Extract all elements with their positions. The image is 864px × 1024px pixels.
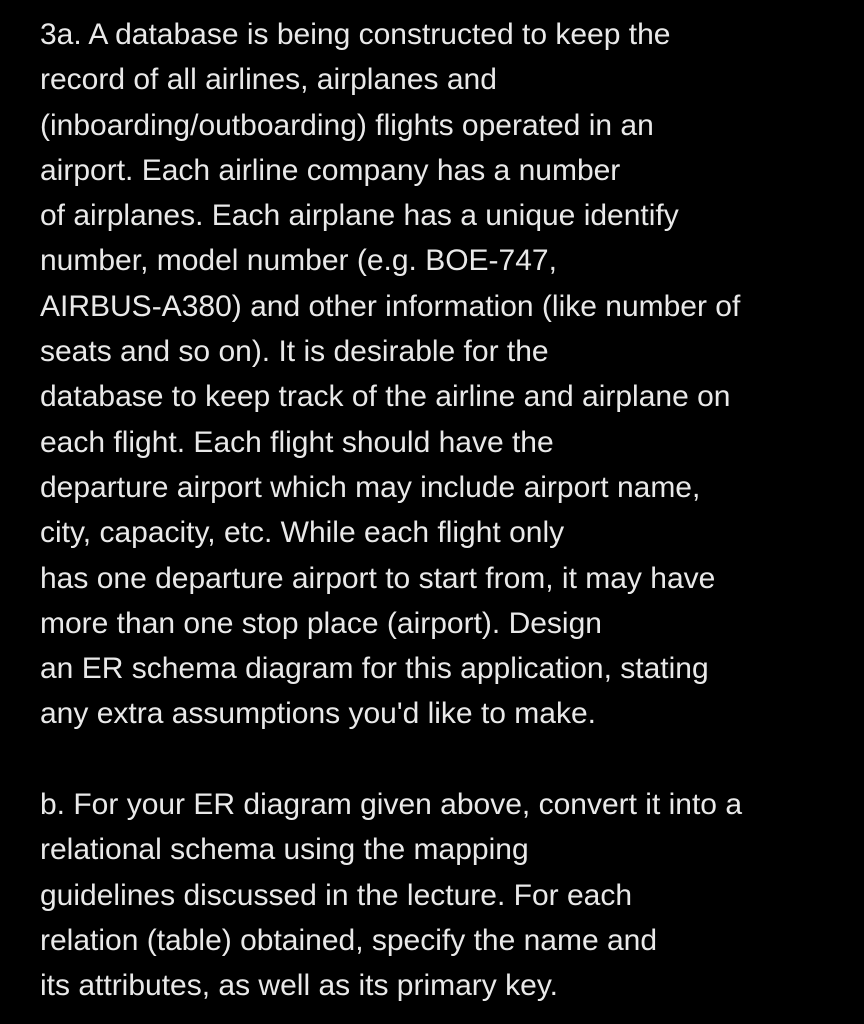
question-3a-line: record of all airlines, airplanes and: [40, 63, 497, 97]
question-3a-line: an ER schema diagram for this application, stating: [40, 652, 709, 686]
question-3a-line: (inboarding/outboarding) flights operated in an: [40, 108, 654, 142]
question-3a-line: number, model number (e.g. BOE-747,: [40, 244, 557, 278]
question-3a-line: each flight. Each flight should have the: [40, 425, 554, 459]
question-3a-line: has one departure airport to start from, it may have: [40, 561, 716, 595]
question-3b-line: its attributes, as well as its primary key.: [40, 969, 558, 1003]
question-3a-line: airport. Each airline company has a number: [40, 153, 621, 187]
question-3b-line: b. For your ER diagram given above, convert it into a: [40, 788, 743, 821]
question-3a-line: of airplanes. Each airplane has a unique identify: [40, 199, 679, 233]
question-3a-line: seats and so on). It is desirable for the: [40, 335, 549, 369]
question-3b-line: guidelines discussed in the lecture. For each: [40, 878, 633, 912]
question-3a-line: more than one stop place (airport). Design: [40, 606, 602, 640]
question-3a-line: AIRBUS-A380) and other information (like number of: [40, 289, 741, 323]
question-3a-line: city, capacity, etc. While each flight only: [40, 516, 565, 550]
question-3a: [40, 12, 840, 737]
question-3a-line: any extra assumptions you'd like to make.: [40, 697, 596, 731]
question-3a-line: departure airport which may include airport name,: [40, 470, 701, 504]
question-3b: [40, 782, 840, 1008]
question-3b-line: relation (table) obtained, specify the name and: [40, 923, 658, 957]
question-3a-line: database to keep track of the airline and airplane on: [40, 380, 731, 414]
question-3b-line: relational schema using the mapping: [40, 833, 529, 867]
question-3a-line: 3a. A database is being constructed to keep the: [40, 18, 671, 51]
